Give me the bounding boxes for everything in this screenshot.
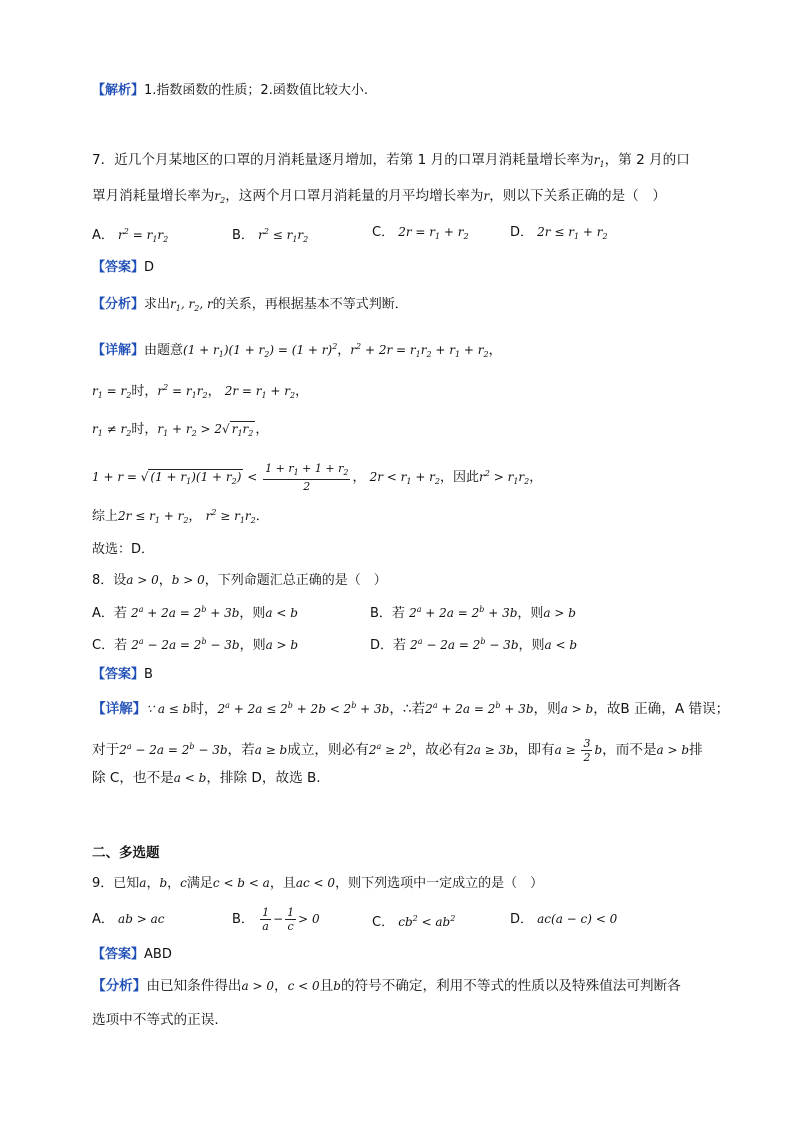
q8-option-c: C．若 $2^a - 2a = 2^b - 3b$，则a > b [92, 637, 299, 653]
q8-options-row-2 [92, 632, 708, 652]
fraction: $\frac{1 + r_1 + 1 + r_2}{2}$ [265, 462, 349, 493]
q8-d2-d: ，故必有 [411, 742, 467, 758]
q6-analysis-line [92, 81, 708, 101]
q7-analysis-line: 【分析】求出$r_1$, $r_2$, r的关系，再根据基本不等式判断． [92, 297, 408, 313]
q7-stem-text-2b: ，这两个月口罩月消耗量的月平均增长率为 [225, 188, 484, 204]
q9-stem-pre: 9．已知 [92, 876, 140, 891]
q7-detail-pre: 由题意 [144, 343, 184, 358]
q7-case-equal: 时， [131, 384, 158, 399]
analysis-label: 【分析】 [92, 297, 145, 312]
q8-d2-c: 成立，则必有 [287, 742, 369, 758]
q7-options [92, 222, 708, 242]
q7-choose: 故选：D． [92, 542, 155, 557]
q7-stem-text-2c: ，则以下关系正确的是（ ） [489, 188, 666, 204]
q9-a2: 选项中不等式的正误. [92, 1012, 219, 1028]
q8-detail-line-2: 对于$2^a - 2a = 2^b - 3b$，若a ≥ b成立，则必有$2^a \ge 2^b$，故必有2a ≥ 3b，即有a ≥ $\frac{3}{2}$ b，而不是a > b排 [92, 736, 703, 764]
q7-option-b: B． $r^2 \le r_1r_2$ [232, 227, 309, 244]
q9-options [92, 903, 708, 935]
q9-answer-line [92, 945, 708, 965]
q8-d2-b: ，若 [227, 742, 255, 758]
q9-option-d: D． ac(a − c) < 0 [510, 912, 618, 927]
q8-answer: B [144, 667, 153, 682]
q7-detail-line-1: 【详解】由题意$(1 + r_1)(1 + r_2) = (1 + r)^2$，$r^2 + 2r = r_1r_2 + r_1 + r_2$， [92, 342, 502, 359]
q8-detail-line-3: 除 C，也不是a < b，排除 D，故选 B. [92, 770, 321, 786]
q7-answer-line [92, 258, 708, 278]
q7-detail-line-2: $r_1 = r_2$时，$r^2 = r_1r_2$， $2r = r_1 + r_2$， [92, 383, 309, 400]
q8-d2-g: 排 [689, 742, 703, 758]
q9-stem-mid2: ，且 [269, 876, 296, 891]
detail-label: 【详解】 [92, 343, 145, 358]
q7-stem-text: 7．近几个月某地区的口罩的月消耗量逐月增加，若第 1 月的口罩月消耗量增长率为 [92, 152, 594, 168]
q8-option-d: D．若 $2^a - 2a = 2^b - 3b$，则a < b [370, 637, 578, 653]
q8-option-b: B．若 $2^a + 2a = 2^b + 3b$，则a > b [370, 605, 576, 621]
detail-label: 【详解】 [92, 701, 147, 717]
q7-detail-line-4: 1 + r = √ $(1 + r_1)(1 + r_2)$ < $\frac{1 + r_1 + 1 + r_2}{2}$ ， $2r < r_1 + r_2$，因此$r^2 > r_1r_2$， [92, 462, 543, 493]
q9-a1-mid: 且 [319, 978, 334, 994]
q8-d1-b: ∴若 [402, 701, 426, 717]
q7-option-d: D． $2r \le r_1 + r_2$ [510, 225, 608, 241]
answer-label: 【答案】 [92, 667, 145, 682]
q9-option-a: A． ab > ac [92, 912, 165, 927]
q8-d3-a: 除 C，也不是 [92, 770, 174, 786]
q8-d2-e: ，即有 [513, 742, 555, 758]
q8-d3-b: ，排除 D，故选 B. [206, 770, 321, 786]
q9-a1-pre: 由已知条件得出 [146, 978, 242, 994]
q7-option-a: A． $r^2 = r_1r_2$ [92, 227, 169, 244]
q7-therefore: 因此 [453, 470, 480, 485]
q8-stem-pre: 8．设 [92, 573, 127, 588]
q9-option-c: C． $cb^2 < ab^2$ [372, 914, 456, 930]
q8-detail-line-1: 【详解】∵ a ≤ b时，$2^a + 2a \le 2^b + 2b < 2^b + 3b$，∴若$2^a + 2a = 2^b + 3b$，则a > b，故B 正确，A 错误； [92, 701, 730, 717]
q9-stem-line: 9．已知a，b，c满足c < b < a，且ac < 0，则下列选项中一定成立的是（ ） [92, 876, 544, 891]
q9-stem-mid: 满足 [186, 876, 213, 891]
q7-analysis-post: 的关系，再根据基本不等式判断． [212, 297, 408, 312]
q8-stem-line: 8．设a > 0，b > 0，下列命题汇总正确的是（ ） [92, 573, 387, 588]
q9-analysis-line-2 [92, 1010, 708, 1030]
answer-label: 【答案】 [92, 260, 145, 275]
section-title: 二、多选题 [92, 845, 160, 861]
q7-analysis-pre: 求出 [144, 297, 171, 312]
answer-label: 【答案】 [92, 947, 145, 962]
q7-summary-pre: 综上 [92, 509, 119, 524]
q8-d1-a: 时， [190, 701, 218, 717]
q8-d1-c: ，则 [533, 701, 561, 717]
q7-choose-line [92, 540, 708, 560]
q7-stem-line-1: 7．近几个月某地区的口罩的月消耗量逐月增加，若第 1 月的口罩月消耗量增长率为$r_1$，第 2 月的口 [92, 152, 690, 169]
q8-d2-a: 对于 [92, 742, 120, 758]
q7-option-c: C． $2r = r_1 + r_2$ [372, 225, 469, 241]
q7-case-noteq: 时， [131, 422, 158, 437]
q7-stem-text-2: 罩月消耗量增长率为 [92, 188, 215, 204]
analysis-label: 【解析】 [92, 83, 145, 98]
q9-analysis-line-1: 【分析】由已知条件得出a > 0，c < 0且b的符号不确定，利用不等式的性质以及特殊值法可判断各 [92, 978, 681, 994]
q8-stem-post: ，下列命题汇总正确的是（ ） [204, 573, 387, 588]
q8-options-row-1 [92, 600, 708, 620]
q7-answer: D [144, 260, 155, 275]
analysis-text: 1.指数函数的性质；2.函数值比较大小. [144, 83, 368, 98]
q8-answer-line [92, 665, 708, 685]
q7-stem-line-2: 罩月消耗量增长率为$r_2$，这两个月口罩月消耗量的月平均增长率为r，则以下关系正确的是（ ） [92, 188, 666, 205]
q9-option-b: B． $\frac{1}{a}$ − $\frac{1}{c}$ > 0 [232, 906, 320, 933]
fraction: $\frac{3}{2}$ [583, 736, 591, 764]
q7-stem-text-b: ，第 2 月的口 [604, 152, 690, 168]
q9-a1-post: 的符号不确定，利用不等式的性质以及特殊值法可判断各 [340, 978, 681, 994]
q7-detail-line-3: $r_1 \ne r_2$时，$r_1 + r_2 > 2√$ $r_1r_2$ ， [92, 422, 269, 438]
q7-detail-line-5: 综上$2r \le r_1 + r_2$， $r^2 \ge r_1r_2$． [92, 508, 269, 525]
q9-answer: ABD [144, 947, 172, 962]
q8-d1-d: ，故B 正确，A 错误； [593, 701, 730, 717]
analysis-label: 【分析】 [92, 978, 147, 994]
q8-d2-f: ，而不是 [602, 742, 657, 758]
q9-stem-post: ，则下列选项中一定成立的是（ ） [335, 876, 544, 891]
q8-option-a: A．若 $2^a + 2a = 2^b + 3b$，则a < b [92, 605, 298, 621]
